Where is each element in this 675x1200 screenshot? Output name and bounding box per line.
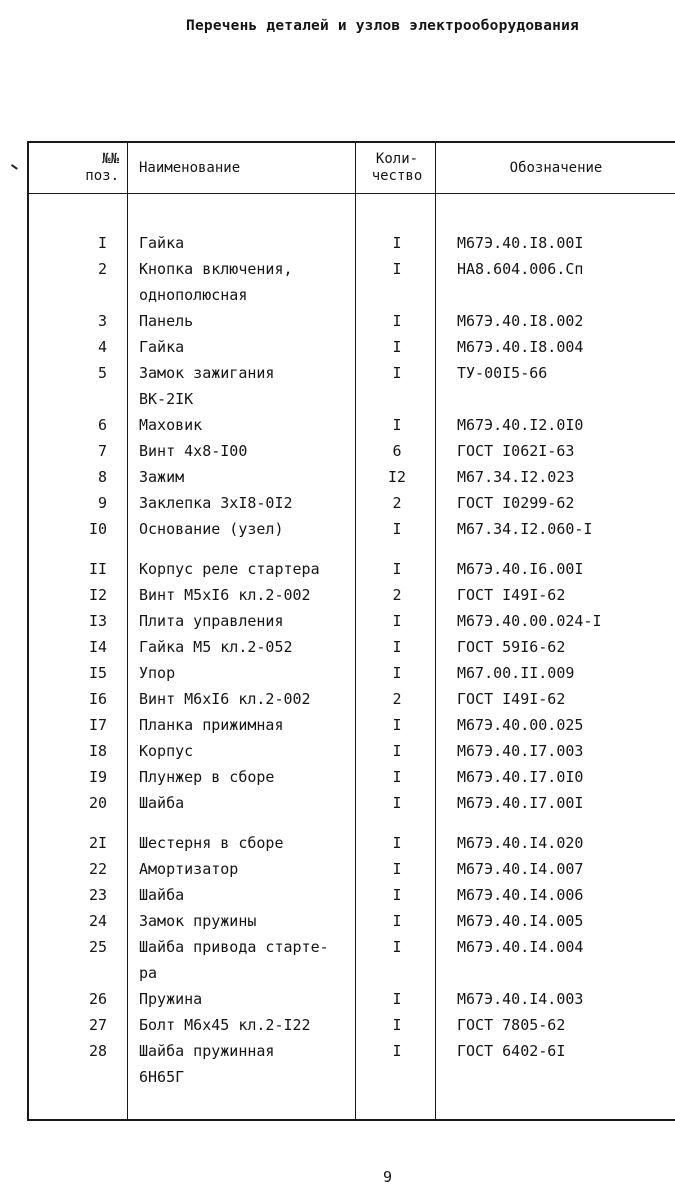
row-name: 6Н65Г [139,1068,185,1086]
row-name: Основание (узел) [139,520,284,538]
row-code: М67Э.40.I7.00I [457,794,584,812]
row-pos: I3 [88,612,107,630]
row-name: Замок зажигания [139,364,275,382]
row-qty: I [392,886,402,904]
row-code: М67Э.40.I4.005 [457,912,584,930]
row-name: Шестерня в сборе [139,834,284,852]
row-code: ГОСТ I49I-62 [457,690,566,708]
row-code: НА8.604.006.Сп [457,260,584,278]
row-name: ВК-2IК [139,390,194,408]
row-qty: I [392,860,402,878]
row-name: Шайба [139,886,185,904]
row-qty: I [392,716,402,734]
row-qty: I [392,638,402,656]
row-qty: 6 [392,442,402,460]
row-qty: I [392,768,402,786]
row-name: Зажим [139,468,185,486]
row-code: ГОСТ I49I-62 [457,586,566,604]
row-pos: I8 [88,742,107,760]
row-qty: I [392,834,402,852]
row-qty: I [392,364,402,382]
row-qty: I [392,520,402,538]
row-pos: 25 [88,938,107,956]
row-pos: 23 [88,886,107,904]
table-body [29,143,675,1119]
row-code: М67.34.I2.023 [457,468,575,486]
row-pos: 8 [97,468,107,486]
row-pos: I9 [88,768,107,786]
row-code: М67Э.40.I2.0I0 [457,416,584,434]
header-name: Наименование [139,160,241,176]
row-pos: I [97,234,107,252]
row-name: Шайба пружинная [139,1042,275,1060]
row-code: М67Э.40.I7.003 [457,742,584,760]
row-pos: 2 [97,260,107,278]
row-pos: 4 [97,338,107,356]
row-pos: I0 [88,520,107,538]
row-pos: 26 [88,990,107,1008]
row-code: М67Э.40.00.025 [457,716,584,734]
header-qty-line2: чество [371,168,423,184]
row-code: М67Э.40.I8.004 [457,338,584,356]
row-code: М67Э.40.I4.003 [457,990,584,1008]
header-qty-line1: Коли- [375,151,419,167]
row-name: Упор [139,664,176,682]
header-pos-line1: №№ [102,151,119,167]
row-name: Маховик [139,416,203,434]
row-name: Шайба [139,794,185,812]
row-qty: 2 [392,494,402,512]
row-code: М67Э.40.I4.004 [457,938,584,956]
row-pos: 22 [88,860,107,878]
row-name: Корпус [139,742,194,760]
row-qty: 2 [392,690,402,708]
row-code: М67Э.40.I7.0I0 [457,768,584,786]
row-name: Шайба привода старте- [139,938,329,956]
row-code: ГОСТ 7805-62 [457,1016,566,1034]
page-title: Перечень деталей и узлов электрооборудования [186,18,579,34]
row-pos: II [88,560,107,578]
row-qty: I [392,1016,402,1034]
row-name: Панель [139,312,194,330]
stray-mark [11,164,18,169]
row-pos: 9 [97,494,107,512]
row-pos: 20 [88,794,107,812]
row-qty: I [392,664,402,682]
row-qty: I [392,612,402,630]
row-code: ТУ-00I5-66 [457,364,548,382]
row-pos: I7 [88,716,107,734]
row-pos: 6 [97,416,107,434]
row-pos: 28 [88,1042,107,1060]
row-qty: I [392,312,402,330]
row-code: М67Э.40.I4.006 [457,886,584,904]
row-name: Плунжер в сборе [139,768,275,786]
row-name: Плита управления [139,612,284,630]
row-qty: I [392,560,402,578]
parts-table [27,141,675,1121]
row-name: Корпус реле стартера [139,560,320,578]
row-code: М67Э.40.I8.002 [457,312,584,330]
row-qty: 2 [392,586,402,604]
row-pos: 7 [97,442,107,460]
row-name: Амортизатор [139,860,239,878]
row-pos: I6 [88,690,107,708]
row-name: Заклепка 3хI8-0I2 [139,494,293,512]
row-name: Гайка [139,338,185,356]
row-qty: I [392,912,402,930]
row-pos: 2I [88,834,107,852]
row-code: М67Э.40.I4.007 [457,860,584,878]
row-pos: 5 [97,364,107,382]
row-qty: I [392,416,402,434]
row-qty: I [392,338,402,356]
row-qty: I2 [387,468,407,486]
row-name: Замок пружины [139,912,257,930]
row-qty: I [392,794,402,812]
page-number: 9 [382,1168,393,1186]
row-pos: I5 [88,664,107,682]
row-code: ГОСТ 6402-6I [457,1042,566,1060]
row-code: М67Э.40.I6.00I [457,560,584,578]
row-name: Планка прижимная [139,716,284,734]
row-name: Кнопка включения, [139,260,293,278]
row-name: однополюсная [139,286,248,304]
row-pos: 3 [97,312,107,330]
row-pos: I2 [88,586,107,604]
row-name: Винт М6хI6 кл.2-002 [139,690,311,708]
row-name: Болт М6х45 кл.2-I22 [139,1016,311,1034]
row-qty: I [392,1042,402,1060]
row-name: Гайка М5 кл.2-052 [139,638,293,656]
row-code: ГОСТ I062I-63 [457,442,575,460]
row-code: М67.00.II.009 [457,664,575,682]
row-name: ра [139,964,158,982]
row-code: М67Э.40.00.024-I [457,612,602,630]
row-qty: I [392,742,402,760]
row-code: ГОСТ 59I6-62 [457,638,566,656]
row-qty: I [392,990,402,1008]
row-name: Гайка [139,234,185,252]
header-code: Обозначение [509,160,603,176]
row-name: Винт М5хI6 кл.2-002 [139,586,311,604]
row-qty: I [392,938,402,956]
row-code: М67Э.40.I4.020 [457,834,584,852]
row-pos: I4 [88,638,107,656]
row-name: Пружина [139,990,203,1008]
row-name: Винт 4х8-I00 [139,442,248,460]
header-pos-line2: поз. [85,168,119,184]
row-code: М67Э.40.I8.00I [457,234,584,252]
row-code: ГОСТ I0299-62 [457,494,575,512]
row-qty: I [392,260,402,278]
row-qty: I [392,234,402,252]
row-pos: 24 [88,912,107,930]
row-pos: 27 [88,1016,107,1034]
row-code: М67.34.I2.060-I [457,520,593,538]
